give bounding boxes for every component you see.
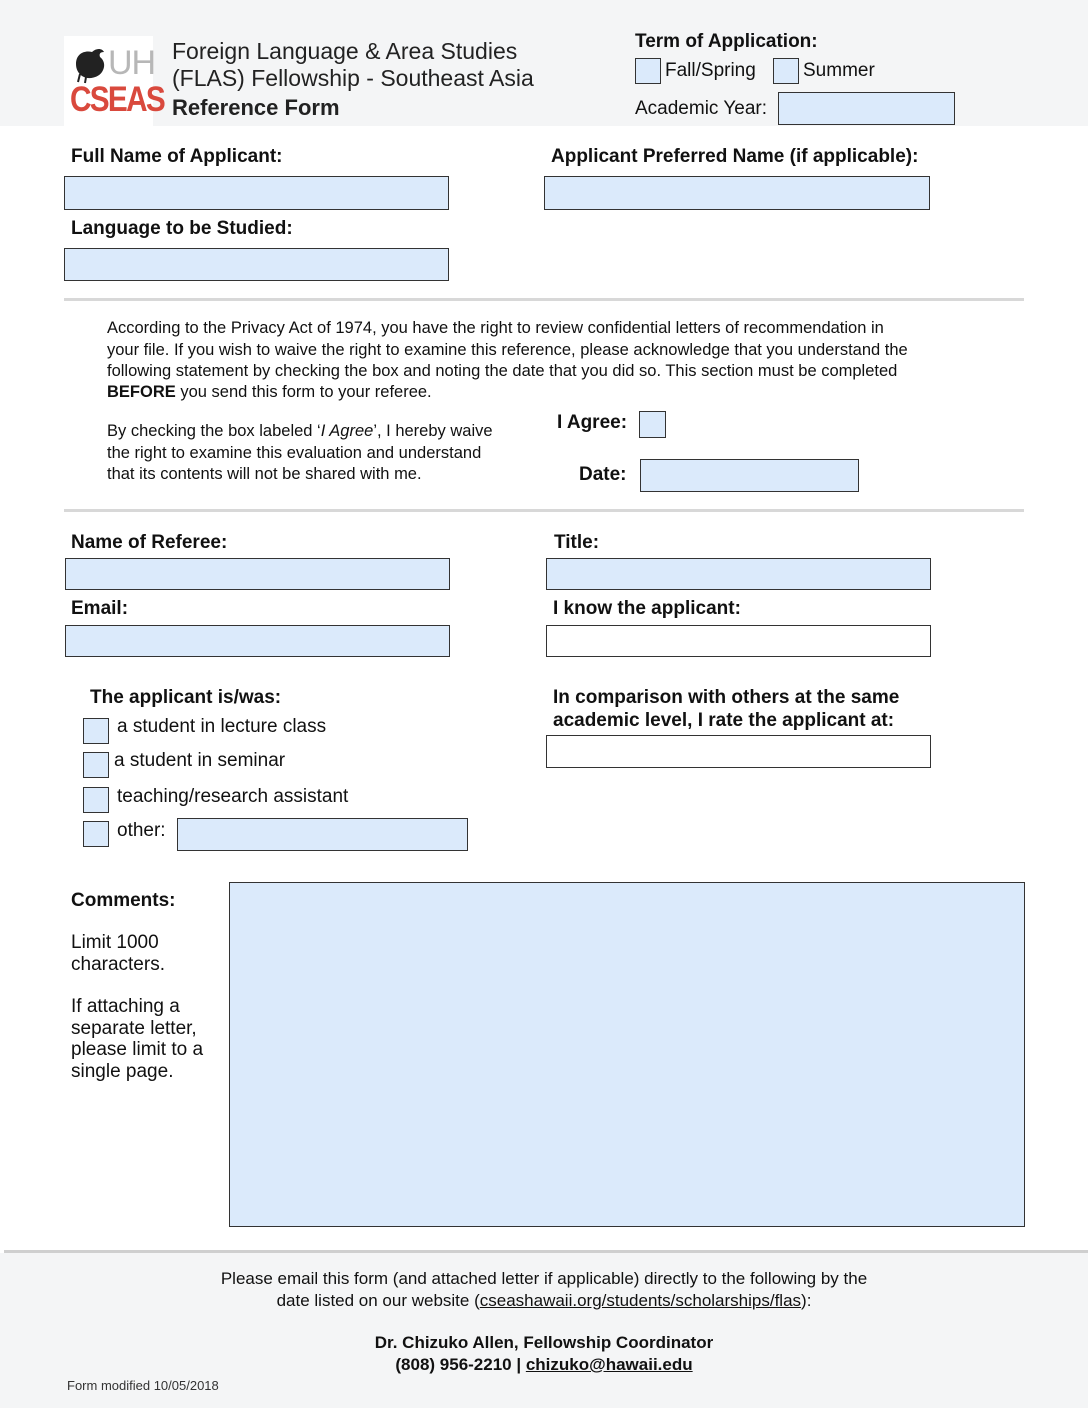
footer-line1: Please email this form (and attached letter if applicable) directly to the following by the [220,1269,868,1288]
privacy-line1: According to the Privacy Act of 1974, you have the right to review confidential letters of recommendation in [107,319,884,337]
limit-line2: characters. [71,954,165,975]
know-applicant-dropdown[interactable] [546,625,931,657]
email-label: Email: [71,598,129,619]
agree-label: I Agree: [557,412,628,433]
divider [64,298,1024,301]
footer-line2 [0,1291,1088,1311]
term-of-application-label: Term of Application: [635,31,818,52]
comments-label: Comments: [71,890,176,911]
divider [64,509,1024,512]
comparison-label-line1: In comparison with others at the same [553,687,900,708]
academic-year-label: Academic Year: [635,98,768,119]
full-name-field[interactable] [64,176,449,210]
form-title-line1: Foreign Language & Area Studies [172,38,518,64]
contact-separator: | [511,1355,526,1374]
referee-title-field[interactable] [546,558,931,590]
waiver-line1-italic: I Agree [320,422,374,440]
waiver-line1-pre: By checking the box labeled ‘ [107,422,321,440]
other-checkbox[interactable] [83,821,109,847]
know-applicant-label: I know the applicant: [553,598,741,619]
waiver-line1-post: ’, I hereby waive [373,422,493,440]
logo-cseas-text: CSEAS [70,80,165,119]
footer-line2-pre: date listed on our website ( [276,1291,480,1310]
attach-line4: single page. [71,1060,174,1082]
assistant-checkbox[interactable] [83,787,109,813]
website-link[interactable]: cseashawaii.org/students/scholarships/flas [479,1291,802,1310]
assistant-label: teaching/research assistant [117,786,349,807]
summer-label: Summer [803,60,875,81]
comparison-label-line2: academic level, I rate the applicant at: [553,710,895,731]
limit-line1: Limit 1000 [71,932,159,953]
referee-name-label: Name of Referee: [71,532,228,553]
footer-divider [4,1250,1088,1253]
footer-line2-post: ): [801,1291,812,1310]
email-field[interactable] [65,625,450,657]
agree-checkbox[interactable] [639,411,666,438]
attach-line2: separate letter, [71,1017,197,1039]
form-title-line2: (FLAS) Fellowship - Southeast Asia [172,65,534,91]
referee-title-label: Title: [554,532,600,553]
waiver-line1 [107,421,493,443]
rating-dropdown[interactable] [546,735,931,768]
privacy-line3: following statement by checking the box and noting the date that you did so. This section must be completed [107,362,898,380]
attach-line1: If attaching a [71,996,180,1017]
before-emphasis: BEFORE [107,383,176,401]
academic-year-field[interactable] [778,92,955,125]
lecture-class-checkbox[interactable] [83,718,109,744]
preferred-name-label: Applicant Preferred Name (if applicable): [551,146,919,167]
preferred-name-field[interactable] [544,176,930,210]
logo-uh-text: UH [108,44,156,82]
form-modified-date: Form modified 10/05/2018 [67,1378,219,1393]
comments-attach-text [71,996,203,1082]
other-label: other: [117,820,166,841]
privacy-line2: your file. If you wish to waive the right to examine this reference, please acknowledge that you understand the [107,341,908,359]
waiver-line3: that its contents will not be shared with me. [107,465,422,483]
date-field[interactable] [640,459,859,492]
other-field[interactable] [177,818,468,851]
referee-name-field[interactable] [65,558,450,590]
summer-checkbox[interactable] [773,58,799,84]
seminar-label: a student in seminar [114,750,286,771]
applicant-was-label: The applicant is/was: [90,687,282,708]
fall-spring-label: Fall/Spring [665,60,756,81]
form-subtitle: Reference Form [172,95,340,120]
attach-line3: please limit to a [71,1039,204,1060]
language-field[interactable] [64,248,449,281]
privacy-line4 [107,382,432,404]
comments-limit-text [71,932,165,976]
contact-name: Dr. Chizuko Allen, Fellowship Coordinator [374,1333,714,1352]
lecture-class-label: a student in lecture class [117,716,327,737]
contact-email-link[interactable]: chizuko@hawaii.edu [525,1355,693,1374]
waiver-line2: the right to examine this evaluation and understand [107,444,482,462]
privacy-line4-rest: you send this form to your referee. [175,383,432,401]
bird-logo-icon [70,44,110,84]
full-name-label: Full Name of Applicant: [71,146,283,167]
contact-phone: (808) 956-2210 [395,1355,512,1374]
comments-textarea[interactable] [229,882,1025,1227]
fall-spring-checkbox[interactable] [635,58,661,84]
seminar-checkbox[interactable] [83,752,109,778]
date-label: Date: [579,464,627,485]
contact-line [0,1355,1088,1375]
language-label: Language to be Studied: [71,218,293,239]
